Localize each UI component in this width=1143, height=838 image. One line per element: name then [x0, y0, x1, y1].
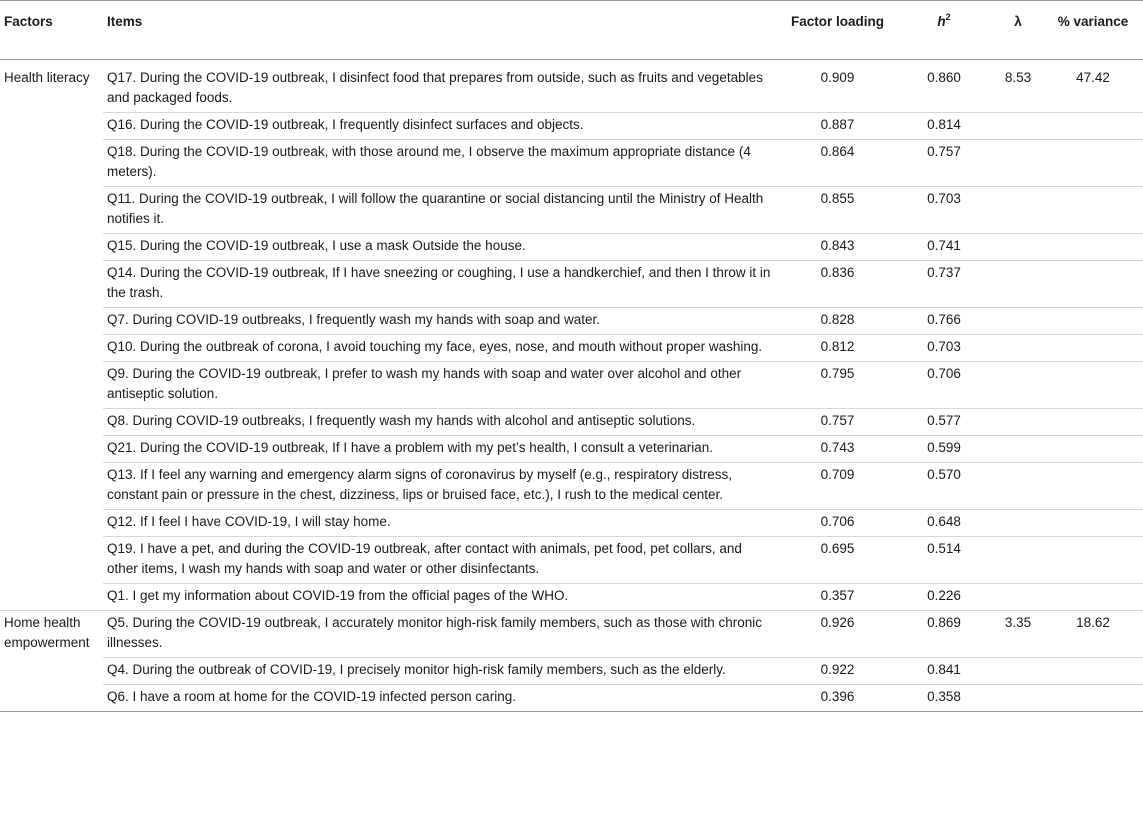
- variance-cell: [1043, 140, 1143, 187]
- h2-cell: 0.703: [927, 191, 961, 206]
- variance-cell: 47.42: [1076, 70, 1110, 85]
- table-row: [0, 685, 1143, 712]
- table-row: [0, 658, 1143, 685]
- item-text-cell: Q6. I have a room at home for the COVID-19 infected person caring.: [107, 689, 516, 704]
- lambda-cell: [993, 187, 1043, 234]
- item-text-cell: Q9. During the COVID-19 outbreak, I prefer to wash my hands with soap and water over alcohol and other antiseptic solution.: [107, 366, 742, 401]
- h2-cell: 0.358: [927, 689, 961, 704]
- factor-loading-cell: 0.887: [820, 117, 855, 132]
- header-h2-base: h: [937, 14, 946, 29]
- lambda-cell: [993, 362, 1043, 409]
- lambda-cell: [993, 658, 1043, 685]
- factor-name-cell: Health literacy: [4, 70, 90, 85]
- variance-cell: [1043, 409, 1143, 436]
- factor-loading-cell: 0.706: [820, 514, 855, 529]
- table-row: [0, 584, 1143, 611]
- lambda-cell: [993, 335, 1043, 362]
- header-variance: % variance: [1057, 14, 1129, 29]
- factor-loading-cell: 0.357: [820, 588, 855, 603]
- h2-cell: 0.741: [927, 238, 961, 253]
- item-text-cell: Q8. During COVID-19 outbreaks, I frequently wash my hands with alcohol and antiseptic solutions.: [107, 413, 696, 428]
- table-row: [0, 611, 1143, 658]
- variance-cell: 18.62: [1076, 615, 1110, 630]
- item-text-cell: Q7. During COVID-19 outbreaks, I frequently wash my hands with soap and water.: [107, 312, 600, 327]
- lambda-cell: [993, 463, 1043, 510]
- table-header: [0, 1, 1143, 60]
- factor-loading-cell: 0.812: [820, 339, 855, 354]
- item-text-cell: Q5. During the COVID-19 outbreak, I accurately monitor high-risk family members, such as those with chronic illnesses.: [107, 615, 763, 650]
- variance-cell: [1043, 113, 1143, 140]
- table-row: [0, 463, 1143, 510]
- header-h2: [895, 1, 993, 60]
- h2-cell: 0.757: [927, 144, 961, 159]
- factor-loading-cell: 0.909: [820, 70, 855, 85]
- item-text-cell: Q4. During the outbreak of COVID-19, I precisely monitor high-risk family members, such as the elderly.: [107, 662, 726, 677]
- item-text-cell: Q11. During the COVID-19 outbreak, I will follow the quarantine or social distancing until the Ministry of Health notifies it.: [107, 191, 764, 226]
- lambda-cell: 3.35: [1004, 615, 1032, 630]
- item-text-cell: Q15. During the COVID-19 outbreak, I use a mask Outside the house.: [107, 238, 526, 253]
- item-text-cell: Q13. If I feel any warning and emergency alarm signs of coronavirus by myself (e.g., respiratory distress, constant pain or pressure in the chest, dizziness, lips or bruised face, etc.), I rush to the medical center.: [107, 467, 733, 502]
- h2-cell: 0.570: [927, 467, 961, 482]
- lambda-cell: [993, 510, 1043, 537]
- factor-loading-cell: 0.795: [820, 366, 855, 381]
- h2-cell: 0.226: [927, 588, 961, 603]
- h2-cell: 0.599: [927, 440, 961, 455]
- lambda-cell: [993, 261, 1043, 308]
- variance-cell: [1043, 658, 1143, 685]
- factor-loading-cell: 0.836: [820, 265, 855, 280]
- table-row: [0, 362, 1143, 409]
- factor-loading-cell: 0.757: [820, 413, 855, 428]
- factor-loading-cell: 0.843: [820, 238, 855, 253]
- table-row: [0, 113, 1143, 140]
- lambda-cell: [993, 113, 1043, 140]
- header-items: Items: [107, 14, 143, 29]
- h2-cell: 0.577: [927, 413, 961, 428]
- table-row: [0, 234, 1143, 261]
- h2-cell: 0.766: [927, 312, 961, 327]
- factor-loading-cell: 0.855: [820, 191, 855, 206]
- h2-cell: 0.737: [927, 265, 961, 280]
- item-text-cell: Q1. I get my information about COVID-19 from the official pages of the WHO.: [107, 588, 569, 603]
- variance-cell: [1043, 436, 1143, 463]
- variance-cell: [1043, 537, 1143, 584]
- variance-cell: [1043, 234, 1143, 261]
- item-text-cell: Q17. During the COVID-19 outbreak, I disinfect food that prepares from outside, such as fruits and vegetables and packaged foods.: [107, 70, 763, 105]
- variance-cell: [1043, 463, 1143, 510]
- lambda-cell: 8.53: [1004, 70, 1032, 85]
- item-text-cell: Q19. I have a pet, and during the COVID-19 outbreak, after contact with animals, pet food, pet collars, and other items, I wash my hands with soap and water or other disinfectants.: [107, 541, 742, 576]
- h2-cell: 0.860: [927, 70, 961, 85]
- table-row: [0, 261, 1143, 308]
- table-row: [0, 60, 1143, 113]
- h2-cell: 0.648: [927, 514, 961, 529]
- factor-loading-cell: 0.922: [820, 662, 855, 677]
- lambda-cell: [993, 308, 1043, 335]
- variance-cell: [1043, 187, 1143, 234]
- item-text-cell: Q12. If I feel I have COVID-19, I will stay home.: [107, 514, 391, 529]
- table-row: [0, 335, 1143, 362]
- table-row: [0, 187, 1143, 234]
- variance-cell: [1043, 308, 1143, 335]
- header-factors: Factors: [4, 14, 53, 29]
- lambda-cell: [993, 584, 1043, 611]
- item-text-cell: Q14. During the COVID-19 outbreak, If I have sneezing or coughing, I use a handkerchief, and then I throw it in the trash.: [107, 265, 771, 300]
- lambda-cell: [993, 409, 1043, 436]
- lambda-cell: [993, 537, 1043, 584]
- item-text-cell: Q21. During the COVID-19 outbreak, If I have a problem with my pet’s health, I consult a veterinarian.: [107, 440, 714, 455]
- factor-loading-cell: 0.695: [820, 541, 855, 556]
- item-text-cell: Q10. During the outbreak of corona, I avoid touching my face, eyes, nose, and mouth without proper washing.: [107, 339, 763, 354]
- table-row: [0, 308, 1143, 335]
- lambda-cell: [993, 436, 1043, 463]
- lambda-cell: [993, 685, 1043, 712]
- h2-cell: 0.814: [927, 117, 961, 132]
- h2-cell: 0.841: [927, 662, 961, 677]
- factor-name-cell: Home health empowerment: [4, 615, 90, 650]
- header-h2-superscript: 2: [945, 12, 951, 22]
- h2-cell: 0.706: [927, 366, 961, 381]
- variance-cell: [1043, 362, 1143, 409]
- header-lambda: λ: [1014, 14, 1022, 29]
- factor-loading-cell: 0.709: [820, 467, 855, 482]
- factor-loading-cell: 0.828: [820, 312, 855, 327]
- table-row: [0, 510, 1143, 537]
- item-text-cell: Q18. During the COVID-19 outbreak, with those around me, I observe the maximum appropriate distance (4 meters).: [107, 144, 751, 179]
- variance-cell: [1043, 584, 1143, 611]
- h2-cell: 0.703: [927, 339, 961, 354]
- h2-cell: 0.869: [927, 615, 961, 630]
- variance-cell: [1043, 261, 1143, 308]
- header-factor-loading: Factor loading: [790, 14, 884, 29]
- item-text-cell: Q16. During the COVID-19 outbreak, I frequently disinfect surfaces and objects.: [107, 117, 584, 132]
- header-row: [0, 1, 1143, 60]
- factor-loading-cell: 0.864: [820, 144, 855, 159]
- table-row: [0, 537, 1143, 584]
- table-row: [0, 436, 1143, 463]
- lambda-cell: [993, 234, 1043, 261]
- h2-cell: 0.514: [927, 541, 961, 556]
- table-body: [0, 60, 1143, 712]
- factor-loading-cell: 0.926: [820, 615, 855, 630]
- factor-loading-cell: 0.743: [820, 440, 855, 455]
- variance-cell: [1043, 510, 1143, 537]
- variance-cell: [1043, 685, 1143, 712]
- table-row: [0, 409, 1143, 436]
- lambda-cell: [993, 140, 1043, 187]
- table-row: [0, 140, 1143, 187]
- factor-loading-cell: 0.396: [820, 689, 855, 704]
- variance-cell: [1043, 335, 1143, 362]
